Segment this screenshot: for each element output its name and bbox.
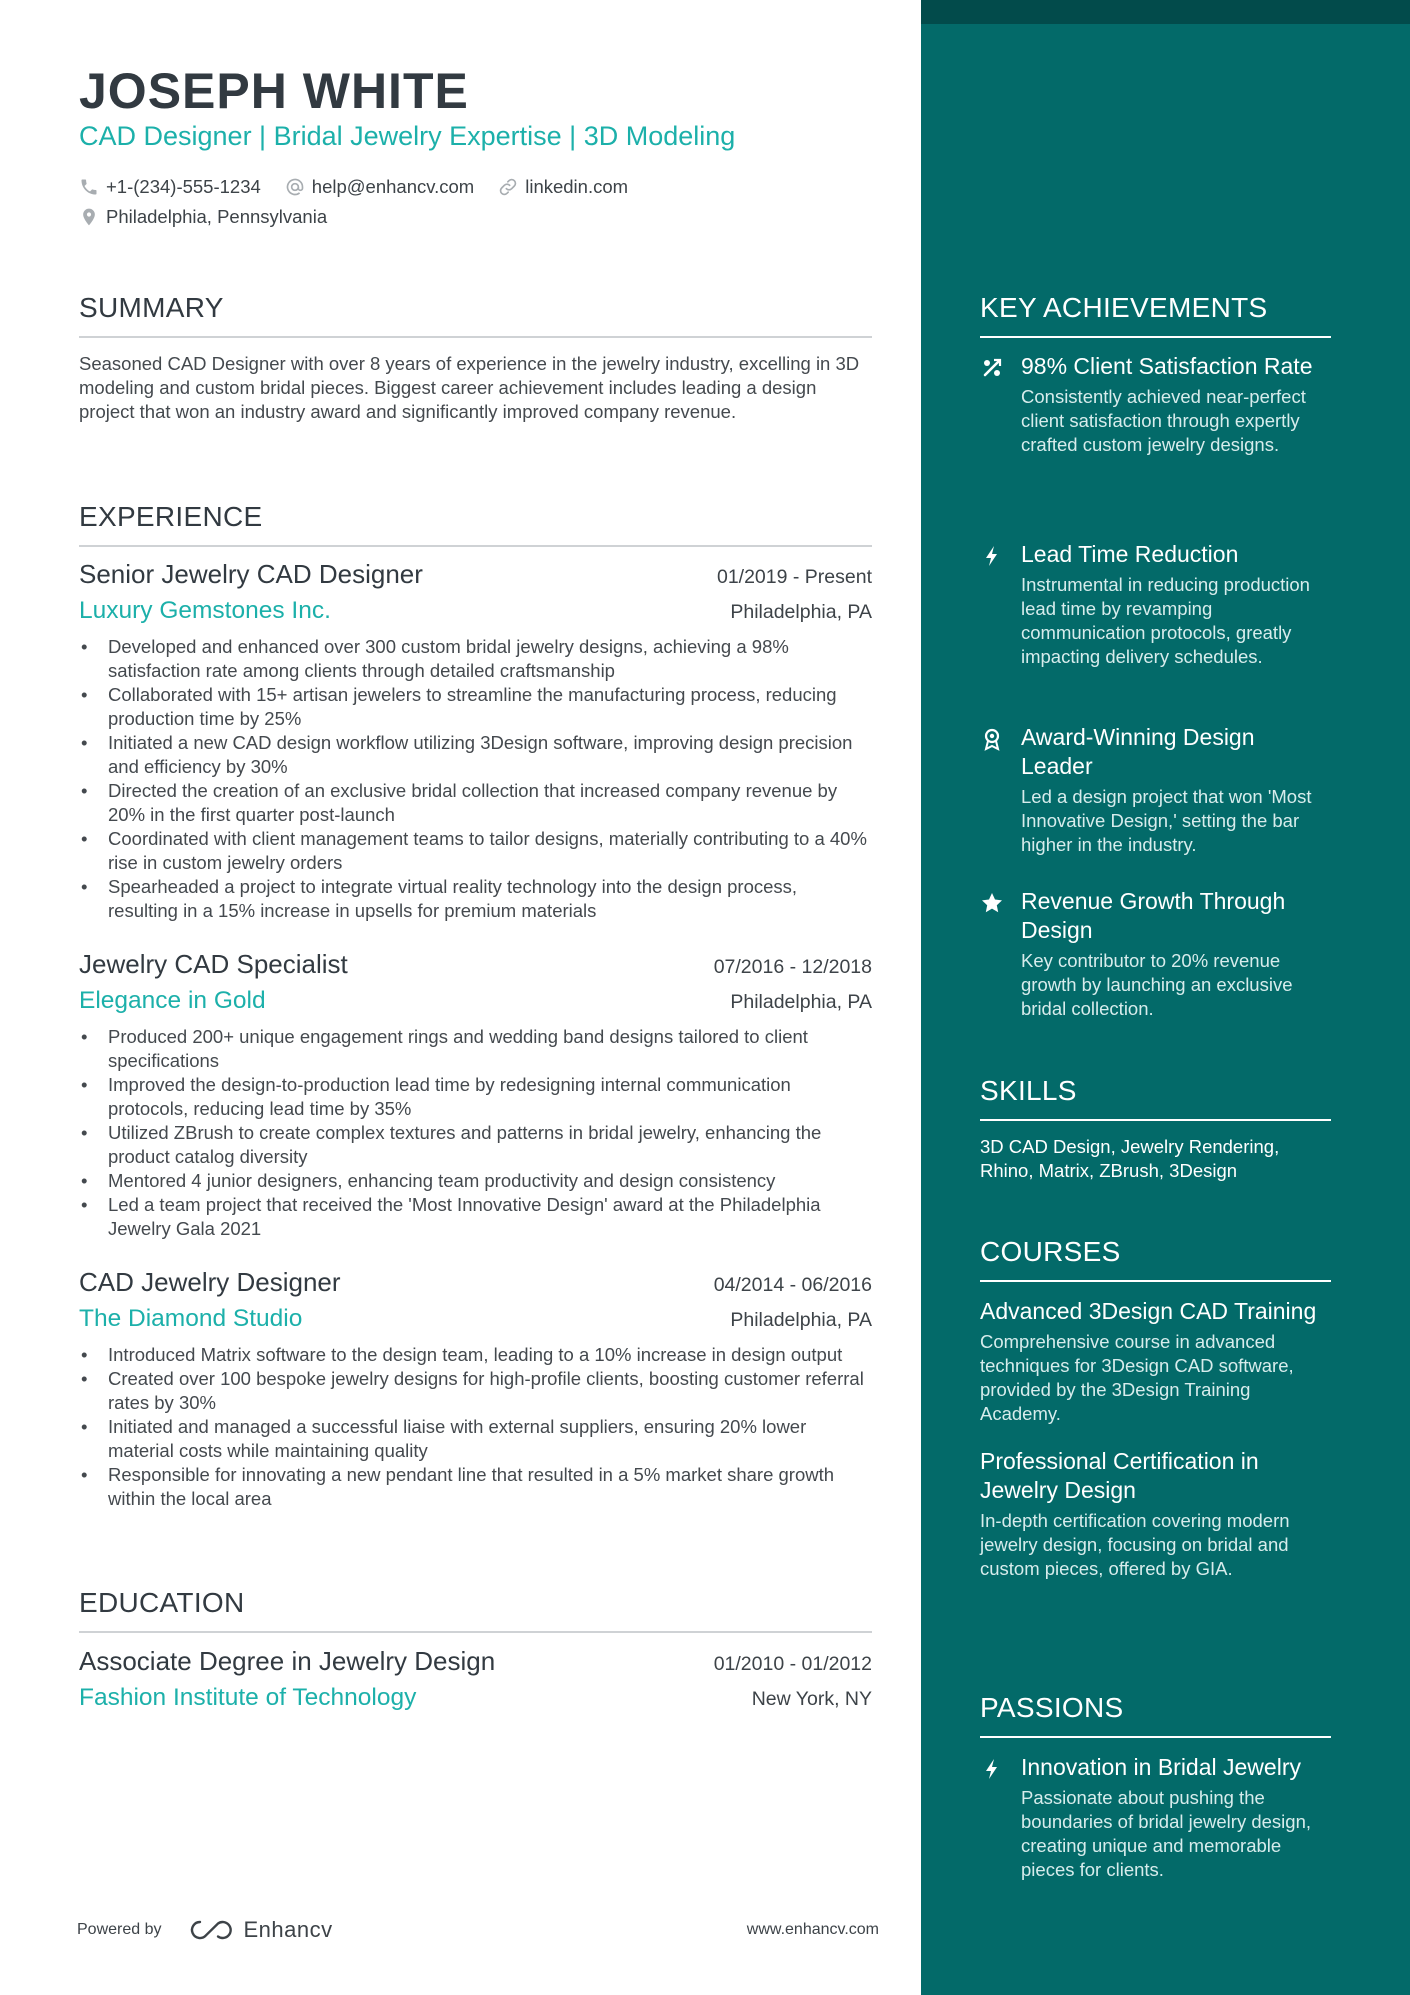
sidebar-top-band: [921, 0, 1410, 24]
company-name: The Diamond Studio: [79, 1305, 303, 1332]
contact-row: [79, 172, 652, 202]
job-bullet: • Spearheaded a project to integrate virtual reality technology into the design process, resulting in a 15% increase in upsells for premium materials: [79, 875, 872, 923]
phone-icon: [79, 177, 99, 197]
experience-title: EXPERIENCE: [79, 501, 263, 532]
achievement-desc: Instrumental in reducing production lead time by revamping communication protocols, greatly impacting delivery schedules.: [1021, 574, 1310, 667]
passions-section: [980, 1690, 1331, 1738]
job-bullet: • Collaborated with 15+ artisan jewelers to streamline the manufacturing process, reducing production time by 25%: [79, 683, 872, 731]
skills-text: 3D CAD Design, Jewelry Rendering, Rhino, Matrix, ZBrush, 3Design: [980, 1136, 1280, 1181]
job-bullet: • Mentored 4 junior designers, enhancing team productivity and design consistency: [79, 1169, 872, 1193]
job-bullet: • Produced 200+ unique engagement rings and wedding band designs tailored to client specifications: [79, 1025, 872, 1073]
link-icon: [498, 177, 518, 197]
job-location: Philadelphia, PA: [730, 1309, 872, 1331]
phone-contact[interactable]: [79, 176, 261, 198]
course-item: [980, 1297, 1331, 1426]
percent-icon: [980, 356, 1004, 380]
achievement-item: [980, 887, 1331, 1021]
award-icon: [980, 727, 1004, 751]
company-name: Elegance in Gold: [79, 987, 266, 1014]
section-divider: [980, 1119, 1331, 1121]
courses-section: [980, 1234, 1331, 1581]
website-link[interactable]: www.enhancv.com: [746, 1921, 879, 1938]
contact-info: [79, 172, 652, 232]
achievement-title: Revenue Growth Through Design: [1021, 888, 1286, 943]
achievements-title: KEY ACHIEVEMENTS: [980, 292, 1268, 323]
achievement-desc: Led a design project that won 'Most Innovative Design,' setting the bar higher in the industry.: [1021, 786, 1312, 855]
job-bullets: [79, 1343, 872, 1511]
job-bullet: • Improved the design-to-production lead time by redesigning internal communication protocols, reducing lead time by 35%: [79, 1073, 872, 1121]
job-title: CAD Jewelry Designer: [79, 1267, 341, 1297]
education-section: [79, 1585, 872, 1633]
passion-title: Innovation in Bridal Jewelry: [1021, 1754, 1301, 1780]
section-divider: [980, 1736, 1331, 1738]
education-entry: [79, 1646, 872, 1722]
courses-title: COURSES: [980, 1236, 1121, 1267]
email-contact[interactable]: [285, 176, 474, 198]
skills-title: SKILLS: [980, 1075, 1077, 1106]
experience-section: [79, 499, 872, 547]
section-divider: [980, 1280, 1331, 1282]
job-bullet: • Responsible for innovating a new pendant line that resulted in a 5% market share growth within the local area: [79, 1463, 872, 1511]
candidate-name: JOSEPH WHITE: [79, 63, 469, 119]
powered-by-text: Powered by: [77, 1921, 162, 1938]
education-title: EDUCATION: [79, 1587, 245, 1618]
job-entry: [79, 949, 872, 1241]
school-location: New York, NY: [751, 1688, 872, 1710]
page-footer: [77, 1912, 879, 1948]
achievement-title: Award-Winning Design Leader: [1021, 724, 1255, 779]
job-bullet: • Introduced Matrix software to the design team, leading to a 10% increase in design output: [79, 1343, 872, 1367]
school-name: Fashion Institute of Technology: [79, 1684, 417, 1711]
sidebar-column: [921, 0, 1410, 1995]
job-title: Senior Jewelry CAD Designer: [79, 559, 423, 589]
company-name: Luxury Gemstones Inc.: [79, 597, 331, 624]
achievements-section: [980, 290, 1331, 338]
course-title: Advanced 3Design CAD Training: [980, 1298, 1317, 1324]
enhancv-logo-icon: [188, 1918, 234, 1942]
course-item: [980, 1447, 1331, 1581]
achievement-item: [980, 352, 1331, 457]
job-entry: [79, 559, 872, 923]
skills-section: [980, 1073, 1331, 1183]
bolt-icon: [980, 544, 1004, 568]
job-bullet: • Led a team project that received the 'Most Innovative Design' award at the Philadelphia Jewelry Gala 2021: [79, 1193, 872, 1241]
course-desc: Comprehensive course in advanced techniques for 3Design CAD software, provided by the 3Design Training Academy.: [980, 1331, 1294, 1424]
course-title: Professional Certification in Jewelry Design: [980, 1448, 1259, 1503]
job-location: Philadelphia, PA: [730, 991, 872, 1013]
section-divider: [980, 336, 1331, 338]
passion-desc: Passionate about pushing the boundaries of bridal jewelry design, creating unique and memorable pieces for clients.: [1021, 1787, 1312, 1880]
phone-text: +1-(234)-555-1234: [106, 176, 261, 197]
summary-title: SUMMARY: [79, 292, 224, 323]
job-dates: 04/2014 - 06/2016: [713, 1274, 872, 1296]
achievement-item: [980, 540, 1331, 669]
passions-title: PASSIONS: [980, 1692, 1124, 1723]
job-bullets: [79, 1025, 872, 1241]
linkedin-text: linkedin.com: [525, 176, 629, 197]
job-bullet: • Coordinated with client management teams to tailor designs, materially contributing to a 40% rise in custom jewelry orders: [79, 827, 872, 875]
job-title: Jewelry CAD Specialist: [79, 949, 348, 979]
location-contact: [79, 206, 327, 228]
bolt-icon: [980, 1757, 1004, 1781]
education-dates: 01/2010 - 01/2012: [713, 1653, 872, 1675]
section-divider: [79, 1631, 872, 1633]
email-text: help@enhancv.com: [311, 176, 475, 197]
passion-item: [980, 1753, 1331, 1882]
job-bullet: • Utilized ZBrush to create complex textures and patterns in bridal jewelry, enhancing the product catalog diversity: [79, 1121, 872, 1169]
summary-text: Seasoned CAD Designer with over 8 years of experience in the jewelry industry, excelling in 3D modeling and custom bridal pieces. Biggest career achievement includes leading a design project that won an industry award and significantly improved company revenue.: [79, 353, 860, 422]
contact-row: [79, 202, 652, 232]
job-dates: 01/2019 - Present: [716, 566, 872, 588]
achievement-desc: Key contributor to 20% revenue growth by launching an exclusive bridal collection.: [1021, 950, 1293, 1019]
job-bullets: [79, 635, 872, 923]
summary-section: [79, 290, 872, 424]
achievement-item: [980, 723, 1331, 857]
achievement-title: Lead Time Reduction: [1021, 541, 1239, 567]
course-desc: In-depth certification covering modern jewelry design, focusing on bridal and custom pieces, offered by GIA.: [980, 1510, 1290, 1579]
degree-name: Associate Degree in Jewelry Design: [79, 1646, 496, 1676]
section-divider: [79, 336, 872, 338]
location-pin-icon: [79, 207, 99, 227]
at-icon: [285, 177, 305, 197]
brand-name: Enhancv: [243, 1917, 333, 1942]
job-bullet: • Created over 100 bespoke jewelry designs for high-profile clients, boosting customer referral rates by 30%: [79, 1367, 872, 1415]
linkedin-contact[interactable]: [498, 176, 628, 198]
star-icon: [980, 891, 1004, 915]
location-text: Philadelphia, Pennsylvania: [106, 206, 328, 227]
job-dates: 07/2016 - 12/2018: [713, 956, 872, 978]
job-location: Philadelphia, PA: [730, 601, 872, 623]
job-bullet: • Initiated a new CAD design workflow utilizing 3Design software, improving design precision and efficiency by 30%: [79, 731, 872, 779]
job-entry: [79, 1267, 872, 1511]
job-bullet: • Initiated and managed a successful liaise with external suppliers, ensuring 20% lower material costs while maintaining quality: [79, 1415, 872, 1463]
candidate-headline: CAD Designer | Bridal Jewelry Expertise | 3D Modeling: [79, 121, 736, 151]
powered-by: [77, 1917, 333, 1943]
achievement-title: 98% Client Satisfaction Rate: [1021, 353, 1313, 379]
section-divider: [79, 545, 872, 547]
job-bullet: • Directed the creation of an exclusive bridal collection that increased company revenue by 20% in the first quarter post-launch: [79, 779, 872, 827]
achievement-desc: Consistently achieved near-perfect client satisfaction through expertly crafted custom jewelry designs.: [1021, 386, 1306, 455]
job-bullet: • Developed and enhanced over 300 custom bridal jewelry designs, achieving a 98% satisfaction rate among clients through detailed craftsmanship: [79, 635, 872, 683]
